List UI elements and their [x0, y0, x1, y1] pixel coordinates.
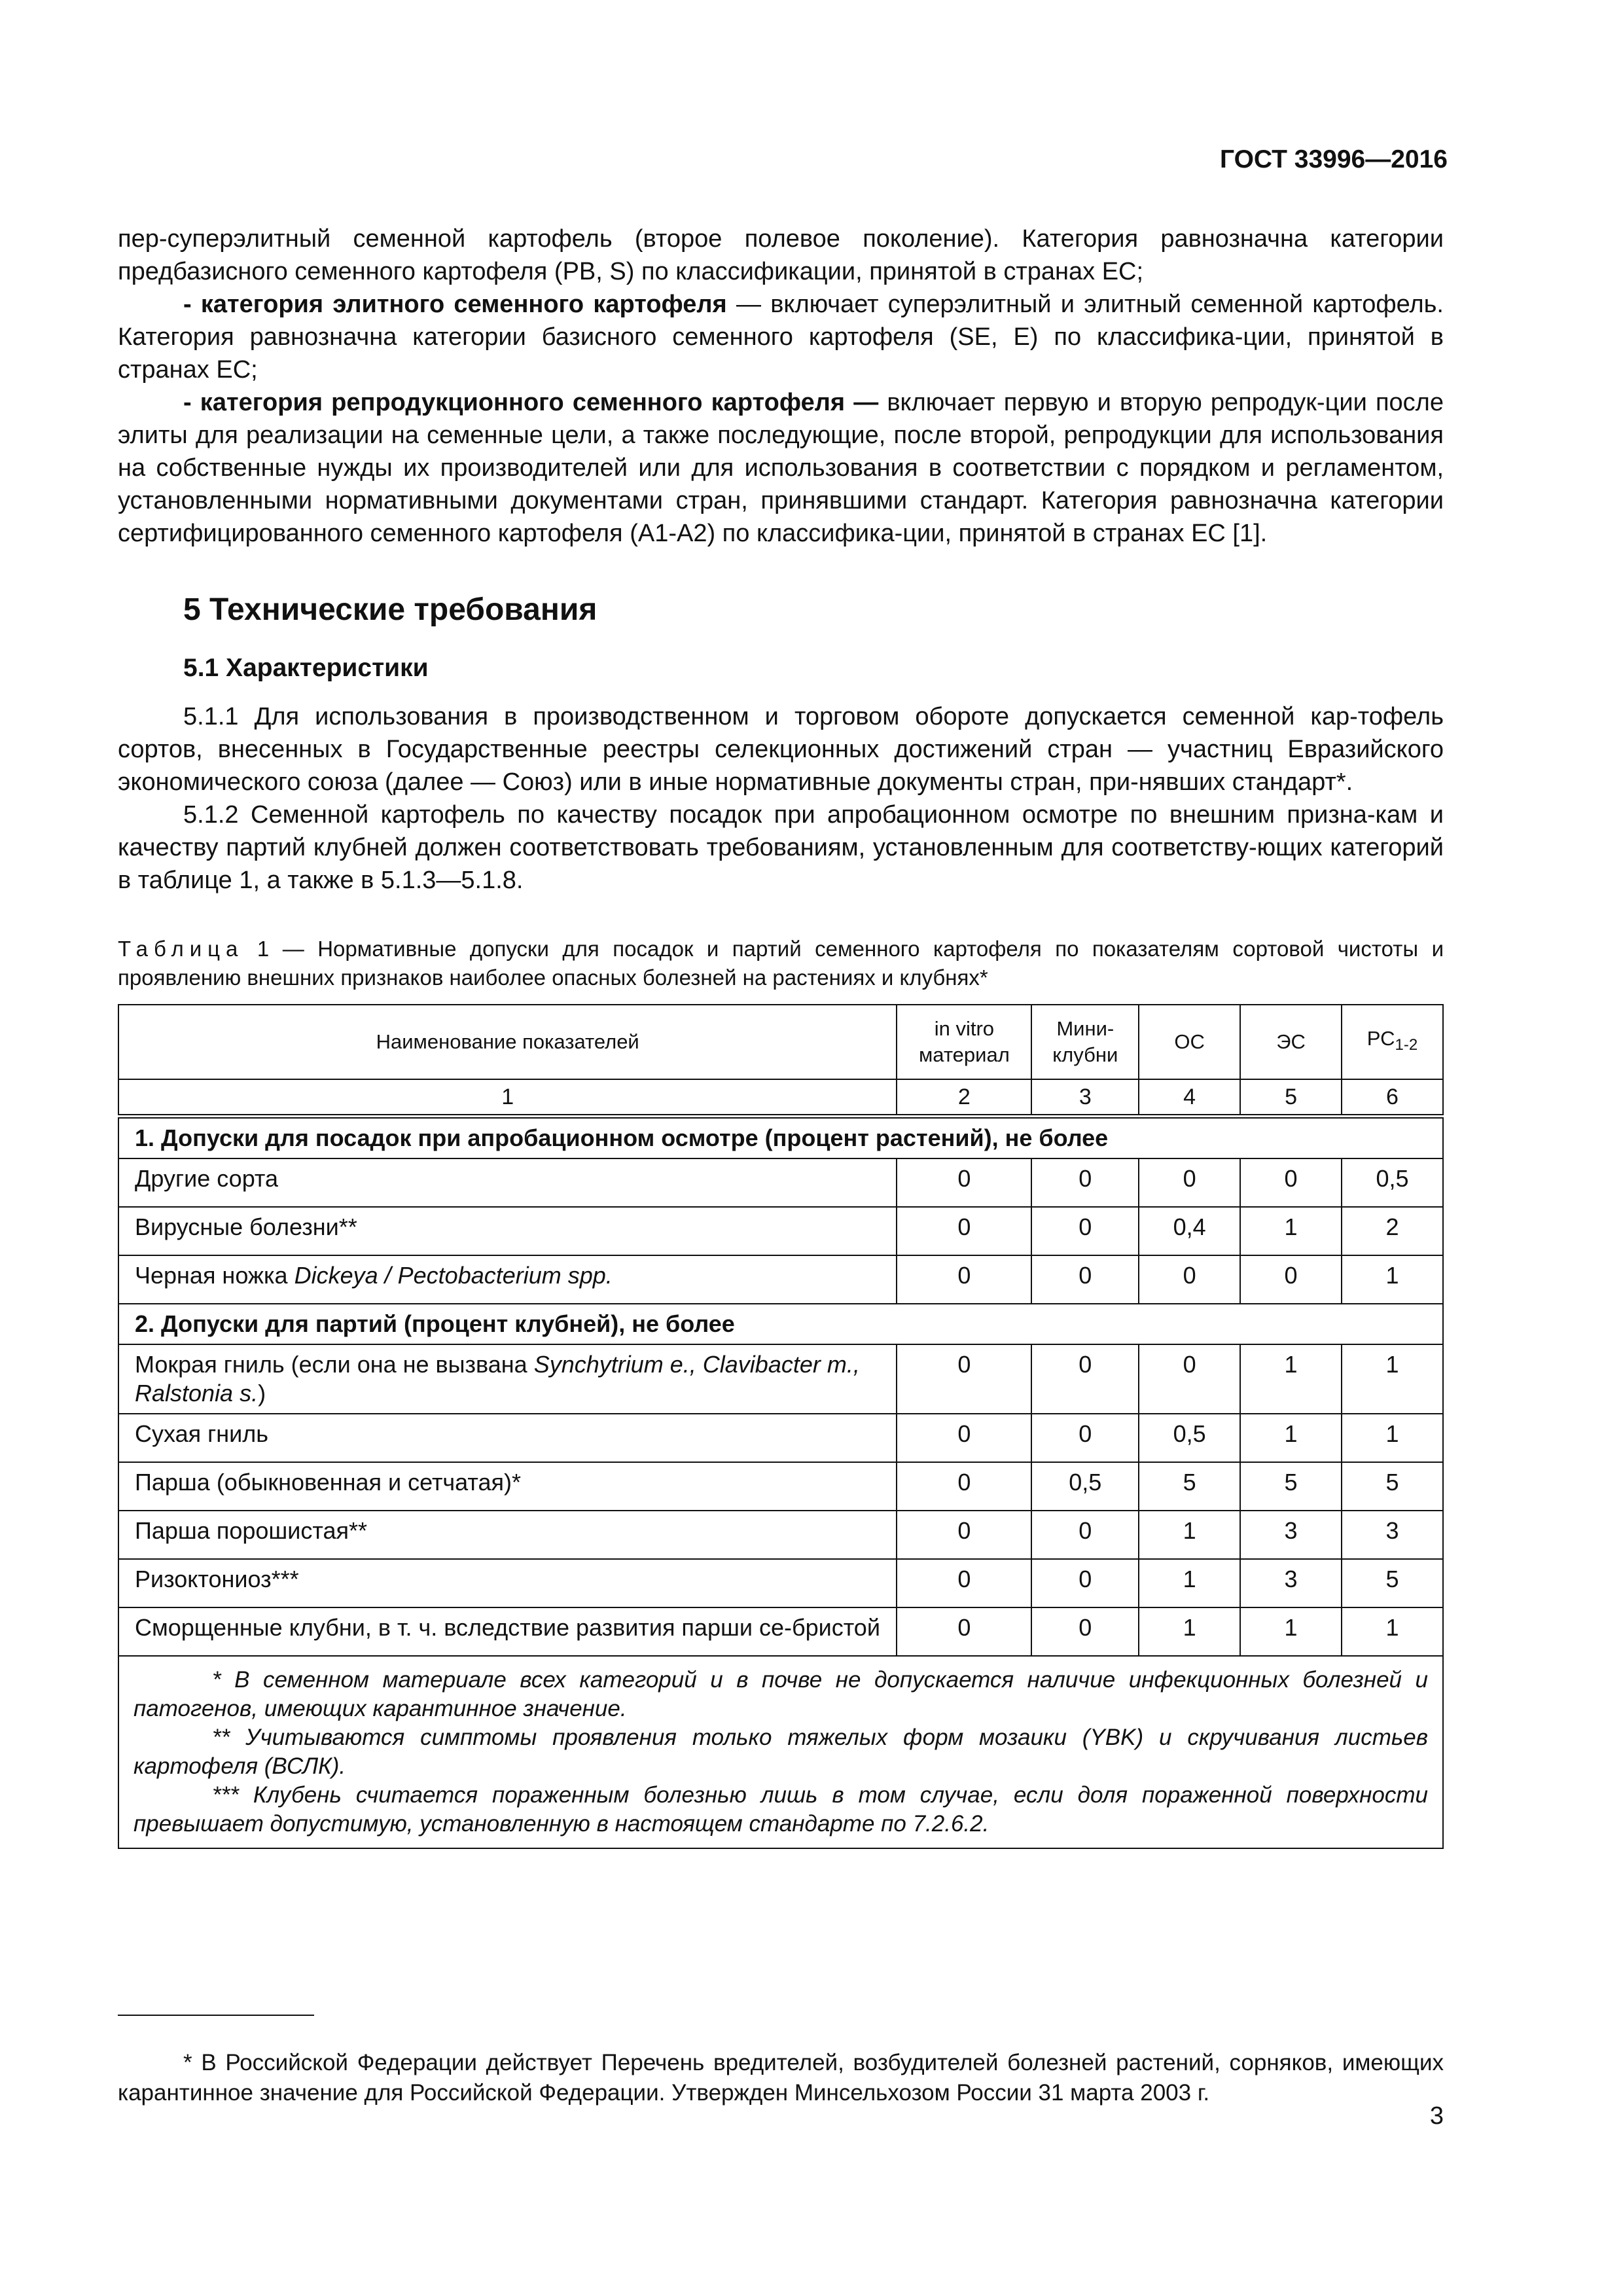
row-value: 0 [1031, 1344, 1139, 1414]
row-value: 0 [897, 1255, 1031, 1304]
table-caption [118, 935, 1444, 992]
row-name-latin: Dickeya / Pectobacterium spp. [294, 1262, 613, 1289]
row-value: 0 [1031, 1511, 1139, 1559]
index-cell: 1 [118, 1079, 897, 1117]
subsection-heading: 5.1 Характеристики [183, 654, 429, 682]
header-in-vitro-line2: материал [918, 1043, 1010, 1066]
elite-category-text: — включает суперэлитный и элитный семенной картофель. Категория равнозначна категории базисного семенного картофеля (SE, E) по классифика-ции, принятой в странах ЕС; [118, 291, 1444, 384]
row-value: 0 [897, 1207, 1031, 1255]
index-cell: 2 [897, 1079, 1031, 1117]
row-value: 0 [897, 1158, 1031, 1207]
row-name: Вирусные болезни** [118, 1207, 897, 1255]
document-code: ГОСТ 33996—2016 [1220, 145, 1448, 173]
reproduction-category-text: включает первую и вторую репродук-ции после элиты для реализации на семенные цели, а также последующие, после второй, репродукции для использования на собственные нужды их производителей или для использования в соответствии с порядком и регламентом, установленными нормативными документами стран, принявшими стандарт. Категория равнозначна категории сертифицированного семенного картофеля (A1-A2) по классифика-ции, принятой в странах ЕС [1]. [118, 389, 1444, 547]
row-value: 1 [1139, 1559, 1240, 1607]
row-name-suffix: ) [258, 1380, 266, 1407]
table-row [118, 1607, 1443, 1656]
row-value: 0 [1031, 1559, 1139, 1607]
index-cell: 6 [1342, 1079, 1443, 1117]
row-value: 1 [1240, 1344, 1342, 1414]
header-rs-text: РС [1366, 1026, 1395, 1050]
intro-paragraph-2 [118, 288, 1444, 386]
table-row [118, 1158, 1443, 1207]
table-caption-text: 1 — Нормативные допуски для посадок и партий семенного картофеля по показателям сортовой чистоты и проявлению внешних признаков наиболее опасных болезней на растениях и клубнях* [118, 937, 1444, 990]
section-title: 1. Допуски для посадок при апробационном осмотре (процент растений), не более [118, 1117, 1443, 1159]
row-name-latin: Synchytrium e., Clavibacter m., Ralstonia s. [135, 1351, 860, 1407]
header-es: ЭС [1240, 1005, 1342, 1079]
table-row [118, 1511, 1443, 1559]
row-name: Другие сорта [118, 1158, 897, 1207]
row-value: 0 [897, 1344, 1031, 1414]
row-value: 0 [1031, 1207, 1139, 1255]
row-name: Ризоктониоз*** [118, 1559, 897, 1607]
row-value: 5 [1139, 1462, 1240, 1511]
row-value: 0 [897, 1607, 1031, 1656]
row-name: Парша порошистая** [118, 1511, 897, 1559]
row-value: 2 [1342, 1207, 1443, 1255]
clause-5-1-2: 5.1.2 Семенной картофель по качеству посадок при апробационном осмотре по внешним призна-кам и качеству партий клубней должен соответствовать требованиям, установленным для соответству-ющих категорий в таблице 1, а также в 5.1.3—5.1.8. [118, 801, 1444, 894]
elite-category-term: - категория элитного семенного картофеля [183, 291, 727, 318]
header-minitubers [1031, 1005, 1139, 1079]
table-note: ** Учитываются симптомы проявления только тяжелых форм мозаики (YBK) и скручивания листьев картофеля (ВСЛК). [134, 1725, 1428, 1779]
table-row [118, 1255, 1443, 1304]
table-notes-row [118, 1656, 1443, 1848]
footnote-divider [118, 2015, 314, 2016]
row-value: 1 [1240, 1207, 1342, 1255]
row-name: Парша (обыкновенная и сетчатая)* [118, 1462, 897, 1511]
table-row [118, 1414, 1443, 1462]
header-name: Наименование показателей [118, 1005, 897, 1079]
section-row-planting [118, 1117, 1443, 1159]
row-value: 0 [1031, 1255, 1139, 1304]
table-note: *** Клубень считается пораженным болезнью лишь в том случае, если доля пораженной поверхности превышает допустимую, установленную в настоящем стандарте по 7.2.6.2. [134, 1782, 1428, 1837]
row-value: 0 [897, 1559, 1031, 1607]
page-content [118, 223, 1444, 1849]
row-value: 0,5 [1031, 1462, 1139, 1511]
row-value: 3 [1240, 1559, 1342, 1607]
index-cell: 5 [1240, 1079, 1342, 1117]
index-cell: 3 [1031, 1079, 1139, 1117]
header-os: ОС [1139, 1005, 1240, 1079]
row-value: 0 [1240, 1255, 1342, 1304]
row-value: 1 [1342, 1414, 1443, 1462]
row-value: 1 [1139, 1511, 1240, 1559]
header-rs-sub: 1-2 [1395, 1036, 1418, 1054]
row-value: 1 [1342, 1255, 1443, 1304]
row-value: 5 [1342, 1462, 1443, 1511]
row-value: 1 [1139, 1607, 1240, 1656]
table-header-row [118, 1005, 1443, 1079]
row-value: 0 [897, 1414, 1031, 1462]
row-name [118, 1344, 897, 1414]
row-value: 0 [1139, 1344, 1240, 1414]
row-value: 1 [1342, 1344, 1443, 1414]
row-name: Сморщенные клубни, в т. ч. вследствие развития парши се-бристой [118, 1607, 897, 1656]
row-name-text: Мокрая гниль (если она не вызвана [135, 1351, 534, 1378]
reproduction-category-term: - категория репродукционного семенного картофеля — [183, 389, 879, 416]
intro-paragraph-1: пер-суперэлитный семенной картофель (второе полевое поколение). Категория равнозначна категории предбазисного семенного картофеля (PB, S) по классификации, принятой в странах ЕС; [118, 225, 1444, 285]
row-value: 0 [1240, 1158, 1342, 1207]
row-value: 5 [1342, 1559, 1443, 1607]
row-value: 0 [897, 1462, 1031, 1511]
row-value: 1 [1240, 1414, 1342, 1462]
row-value: 0 [1031, 1414, 1139, 1462]
row-name-text: Черная ножка [135, 1262, 294, 1289]
row-value: 1 [1342, 1607, 1443, 1656]
section-heading: 5 Технические требования [183, 592, 597, 627]
table-row [118, 1207, 1443, 1255]
header-rs [1342, 1005, 1443, 1079]
row-value: 0,4 [1139, 1207, 1240, 1255]
header-minitubers-line2: клубни [1052, 1043, 1118, 1066]
row-value: 0,5 [1342, 1158, 1443, 1207]
table-notes [118, 1656, 1443, 1848]
row-value: 1 [1240, 1607, 1342, 1656]
table-caption-label: Таблица [118, 937, 244, 961]
row-value: 3 [1240, 1511, 1342, 1559]
row-value: 0 [1031, 1607, 1139, 1656]
column-index-row [118, 1079, 1443, 1117]
row-value: 0 [1139, 1255, 1240, 1304]
row-name [118, 1255, 897, 1304]
clause-5-1-1: 5.1.1 Для использования в производственном и торговом обороте допускается семенной кар-тофель сортов, внесенных в Государственные реестры селекционных достижений стран — участниц Евразийского экономического союза (далее — Союз) или в иные нормативные документы стран, при-нявших стандарт*. [118, 703, 1444, 796]
row-value: 5 [1240, 1462, 1342, 1511]
header-in-vitro-line1: in vitro [934, 1017, 995, 1040]
table-note: * В семенном материале всех категорий и в почве не допускается наличие инфекционных болезней и патогенов, имеющих карантинное значение. [134, 1667, 1428, 1721]
page-number: 3 [1429, 2102, 1444, 2130]
row-value: 0,5 [1139, 1414, 1240, 1462]
row-name: Сухая гниль [118, 1414, 897, 1462]
index-cell: 4 [1139, 1079, 1240, 1117]
page-footnote: * В Российской Федерации действует Перечень вредителей, возбудителей болезней растений, сорняков, имеющих карантинное значение для Российской Федерации. Утвержден Минсельхозом России 31 марта 2003 г. [118, 2050, 1444, 2106]
header-minitubers-line1: Мини- [1056, 1017, 1115, 1040]
row-value: 3 [1342, 1511, 1443, 1559]
row-value: 0 [897, 1511, 1031, 1559]
intro-paragraph-3 [118, 386, 1444, 550]
row-value: 0 [1139, 1158, 1240, 1207]
tolerances-table [118, 1004, 1444, 1849]
table-row [118, 1462, 1443, 1511]
section-title: 2. Допуски для партий (процент клубней), не более [118, 1304, 1443, 1344]
header-in-vitro [897, 1005, 1031, 1079]
row-value: 0 [1031, 1158, 1139, 1207]
table-row [118, 1559, 1443, 1607]
table-row [118, 1344, 1443, 1414]
section-row-lots [118, 1304, 1443, 1344]
